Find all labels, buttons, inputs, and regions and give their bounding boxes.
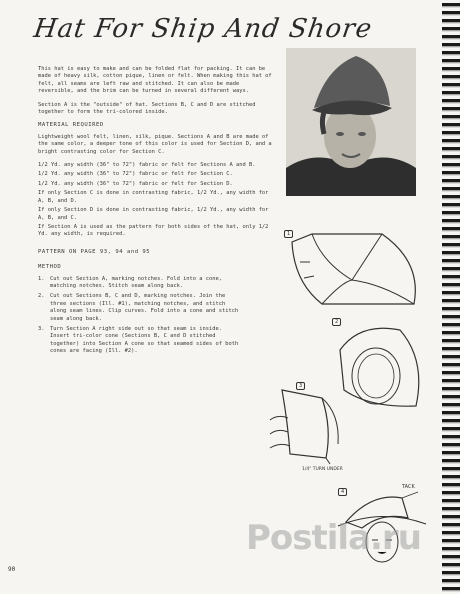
method-heading: METHOD bbox=[38, 264, 62, 271]
requirement-item: If Section A is used as the pattern for both sides of the hat, only 1/2 Yd. any width, is required. bbox=[38, 223, 269, 238]
step-text: Turn Section A right side out so that seam is inside. Insert tri-color cone (Sections B, C and D stitched together) into Section A cone so that seamed sides of both cones are facing (Ill. #2). bbox=[50, 325, 239, 355]
step-number: 3. bbox=[38, 325, 45, 332]
figure-4-label: 4 bbox=[338, 488, 347, 496]
step-text: Cut out Section A, marking notches. Fold into a cone, matching notches. Stitch seam along back. bbox=[50, 275, 223, 289]
turn-under-label: 1/4" TURN UNDER bbox=[302, 467, 343, 472]
requirement-item: 1/2 Yd. any width (36" to 72") fabric or felt for Sections A and B. bbox=[38, 162, 256, 169]
hat-photo bbox=[286, 48, 416, 196]
figure-2-label: 2 bbox=[332, 318, 341, 326]
page-title: Hat For Ship And Shore bbox=[31, 14, 375, 44]
method-step bbox=[38, 276, 244, 291]
intro-paragraph: This hat is easy to make and can be folded flat for packing. It can be made of heavy silk, cotton pique, linen or felt. When making this hat of felt, all seams are left raw and stitched. It can also be made reversible, and the brim can be turned in several different ways. bbox=[38, 66, 272, 95]
requirements-list bbox=[38, 162, 274, 239]
step-number: 1. bbox=[38, 275, 45, 282]
figure-1-diagram bbox=[282, 222, 432, 312]
sections-note: Section A is the "outside" of hat. Sections B, C and D are stitched together to form the tri-colored inside. bbox=[38, 101, 256, 116]
material-heading: MATERIAL REQUIRED bbox=[38, 122, 104, 129]
requirement-item: 1/2 Yd. any width (36" to 72") fabric or felt for Section D. bbox=[38, 180, 233, 187]
pattern-heading: PATTERN ON PAGE 93, 94 and 95 bbox=[38, 248, 151, 255]
requirement-item: If only Section D is done in contrasting fabric, 1/2 Yd., any width for A, B, and C. bbox=[38, 207, 269, 221]
figure-3-label: 3 bbox=[296, 382, 305, 390]
step-number: 2. bbox=[38, 293, 45, 300]
requirement-item: If only Section C is done in contrasting fabric, 1/2 Yd., any width for A, B, and D. bbox=[38, 190, 269, 204]
text-column bbox=[38, 66, 274, 359]
page-number: 90 bbox=[8, 566, 16, 573]
watermark: Postila.ru bbox=[246, 518, 421, 558]
step-text: Cut out Sections B, C and D, marking notches. Join the three sections (Ill. #1), matching notches, and stitch along seam lines. Clip curves. Fold into a cone and stitch seam along back. bbox=[50, 293, 239, 322]
method-step bbox=[38, 293, 244, 323]
figure-3-diagram bbox=[266, 384, 356, 468]
figure-1-label: 1 bbox=[284, 230, 293, 238]
tack-label: TACK bbox=[402, 484, 415, 490]
method-steps bbox=[38, 276, 244, 356]
material-text: Lightweight wool felt, linen, silk, pique. Sections A and B are made of the same color, a deeper tone of this color is used for Section D, and a bright contrasting color for Section C. bbox=[38, 133, 272, 155]
requirement-item: 1/2 Yd. any width (36" to 72") fabric or felt for Section C. bbox=[38, 171, 233, 178]
method-step bbox=[38, 326, 244, 356]
hat-photo-illustration bbox=[286, 48, 416, 196]
spiral-binding bbox=[442, 0, 460, 594]
